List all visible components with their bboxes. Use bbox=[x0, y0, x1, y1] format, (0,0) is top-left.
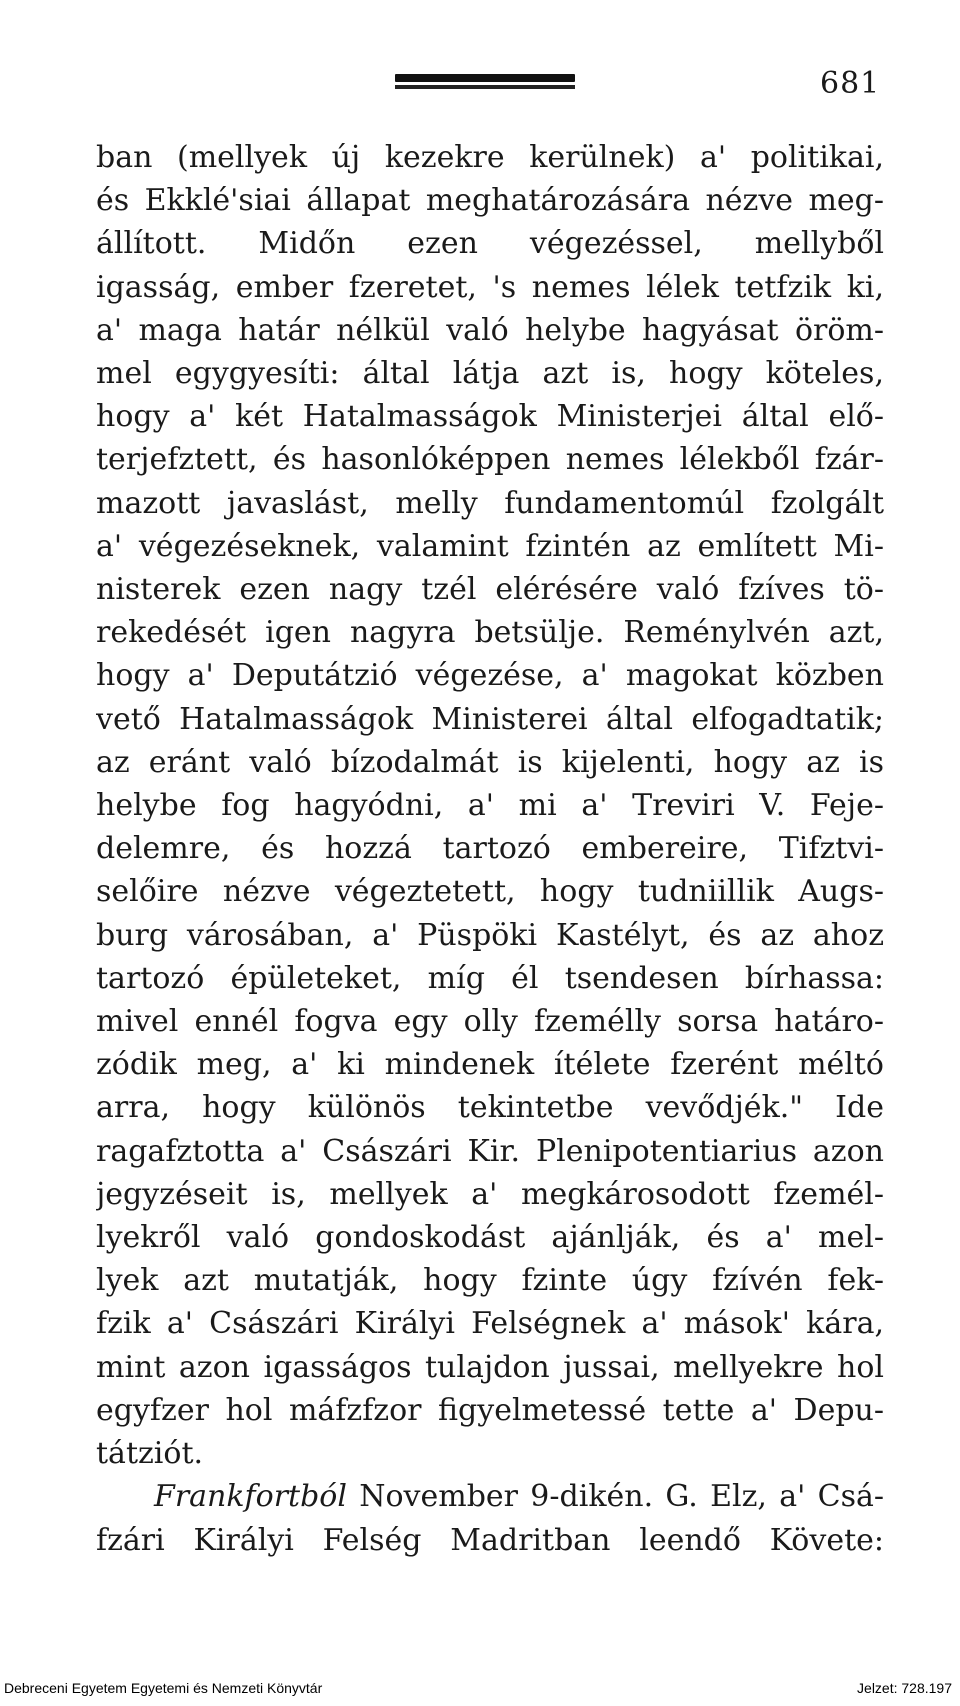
text-line: burg városában, a' Püspöki Kastélyt, és az ahoz bbox=[96, 917, 884, 953]
text-line: mazott javaslást, melly fundamentomúl fzolgált bbox=[96, 485, 884, 521]
header-rule-thick bbox=[395, 74, 575, 82]
library-credit: Debreceni Egyetem Egyetemi és Nemzeti Könyvtár bbox=[4, 1680, 323, 1696]
dateline-text: November 9-dikén. G. Elz, a' Csá- bbox=[346, 1479, 884, 1515]
text-line: hogy a' Deputátzió végezése, a' magokat közben bbox=[96, 658, 884, 694]
text-line: mint azon igasságos tulajdon jussai, mellyekre hol bbox=[96, 1349, 884, 1385]
text-line: vető Hatalmasságok Ministerei által elfogadtatik; bbox=[96, 701, 884, 737]
header-rule-thin bbox=[395, 85, 575, 89]
text-line: az eránt való bízodalmát is kijelenti, hogy az is bbox=[96, 744, 884, 780]
page-number: 681 bbox=[820, 66, 881, 101]
text-line: igasság, ember fzeretet, 's nemes lélek tetfzik ki, bbox=[96, 269, 884, 305]
text-line: mel egygyesíti: által látja azt is, hogy köteles, bbox=[96, 356, 884, 392]
text-line: egyfzer hol máfzfzor figyelmetessé tette a' Depu- bbox=[96, 1392, 884, 1428]
text-line: hogy a' két Hatalmasságok Ministerjei által elő- bbox=[96, 399, 884, 435]
text-line: fzik a' Császári Királyi Felségnek a' mások' kára, bbox=[96, 1306, 884, 1342]
text-line: lyek azt mutatják, hogy fzinte úgy fzívén fek- bbox=[96, 1263, 884, 1299]
place-name: Frankfortból bbox=[154, 1479, 347, 1515]
text-line: a' végezéseknek, valamint fzintén az említett Mi- bbox=[96, 528, 884, 564]
text-line: nisterek ezen nagy tzél elérésére való fzíves tö- bbox=[96, 572, 884, 608]
text-line: arra, hogy különös tekintetbe vevődjék." Ide bbox=[96, 1090, 884, 1126]
text-line: delemre, és hozzá tartozó embereire, Tifztvi- bbox=[96, 831, 884, 867]
final-paragraph-line bbox=[96, 1475, 884, 1518]
body-text bbox=[96, 136, 884, 1562]
text-line: állított. Midőn ezen végezéssel, mellyből bbox=[96, 226, 884, 262]
shelfmark: Jelzet: 728.197 bbox=[857, 1680, 952, 1696]
text-line: ban (mellyek új kezekre kerülnek) a' politikai, bbox=[96, 140, 884, 175]
text-line: tartozó épületeket, míg él tsendesen bírhassa: bbox=[96, 960, 884, 996]
text-line: selőire nézve végeztetett, hogy tudniillik Augs- bbox=[96, 874, 884, 910]
text-line: terjefztett, és hasonlóképpen nemes lélekből fzár- bbox=[96, 442, 884, 478]
text-line: lyekről való gondoskodást ajánlják, és a' mel- bbox=[96, 1220, 884, 1256]
text-line: rekedését igen nagyra betsülje. Reménylvén azt, bbox=[96, 615, 884, 651]
header-rule bbox=[395, 74, 575, 92]
text-line: jegyzéseit is, mellyek a' megkárosodott fzemél- bbox=[96, 1176, 884, 1212]
text-line: mivel ennél fogva egy olly fzemélly sorsa határo- bbox=[96, 1004, 884, 1040]
text-line: helybe fog hagyódni, a' mi a' Treviri V. Feje- bbox=[96, 788, 884, 824]
text-line: ragafztotta a' Császári Kir. Plenipotentiarius azon bbox=[96, 1133, 884, 1169]
text-line: és Ekklé'siai állapat meghatározására nézve meg- bbox=[96, 183, 884, 219]
text-line: zódik meg, a' ki mindenek ítélete fzerént méltó bbox=[96, 1047, 884, 1083]
text-line: a' maga határ nélkül való helybe hagyásat öröm- bbox=[96, 312, 884, 348]
final-paragraph-line: fzári Királyi Felség Madritban leendő Követe: bbox=[96, 1522, 884, 1558]
text-line: tátziót. bbox=[96, 1436, 204, 1472]
